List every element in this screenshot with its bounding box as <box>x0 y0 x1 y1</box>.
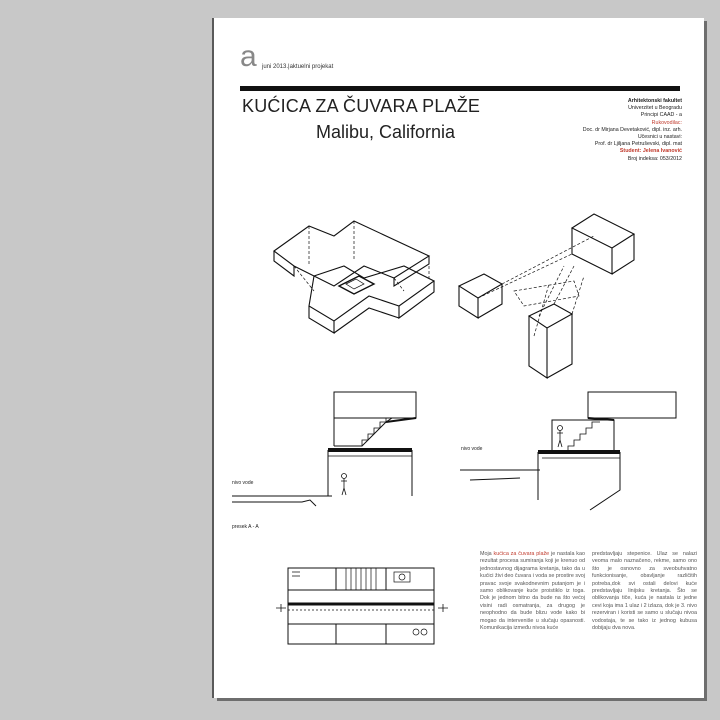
floor-plan-drawing <box>276 566 476 650</box>
credit-teachers-label: Učesnici u nastavi: <box>637 134 682 141</box>
section-drawing-left <box>232 390 442 510</box>
credits-block <box>583 98 682 163</box>
page-subtitle: Malibu, California <box>316 122 456 142</box>
axonometric-drawing-right <box>454 206 644 381</box>
header-letter: a <box>240 40 257 73</box>
credit-student: Student: Jelena Ivanović <box>619 148 682 155</box>
body-text-column-2: predstavljaju stepenice. Ulaz se nalazi veoma malo naznačeno, rekme, samo ono što je osnovno za sveobuhvatno funkcionisanje, obavljanje različitih potreba,dok svi ostali delovi kuće predstavljaju linijsku kretanja. Što se oblikovanja tiče, kuća je nastala iz jedne cevi koja ima 1 ulaz i 2 izlaza, dok je 3. nivo rezerviran i koristi se samo u slučaju nivoa vodostaja, te se tako iz jednog kubusa dobijaju dva nova. <box>592 551 697 632</box>
issue-label: juni 2013.|aktuelni projekat <box>262 64 334 70</box>
document-page <box>214 18 704 698</box>
axonometric-drawing-left <box>264 206 444 336</box>
body-text-column-1 <box>480 551 585 632</box>
credit-university: Univerzitet u Beogradu <box>628 105 682 112</box>
water-level-label-right: nivo vode <box>461 446 483 452</box>
credit-teacher: Prof. dr Ljiljana Petruševski, dipl. mat <box>594 141 682 148</box>
page-title: KUĆICA ZA ČUVARA PLAŽE <box>242 96 481 116</box>
section-drawing-right <box>460 390 680 510</box>
section-label: presek A - A <box>232 524 259 530</box>
credit-index: Broj indeksa: 053/2012 <box>627 155 682 162</box>
header-rule <box>240 86 680 91</box>
credit-course: Principi CAAD - a <box>640 112 682 119</box>
body-text-highlight: kućica za čuvara plaže <box>493 551 550 557</box>
credit-supervisor-label: Rukovodilac: <box>651 119 682 126</box>
body-text-1a: Moja <box>480 551 494 557</box>
water-level-label-left: nivo vode <box>232 480 254 486</box>
body-text-1b: je nastala kao rezultat procesa sumiranja koji je krenuo od jednostavnog dijagrama kretanja, tako da u kućici živi deo čuvara i voda se prostire svoj pravac svoje svakodnevnim putanjom je i samo oblikovanje kuće proistiklo iz toga. Dok je jednom bitno da bude na što većoj visini radi osmatranja, za drugog je neophodno da bude blizu vode kako bi mogao da interveniše u slučaju opasnosti. Komunikacija između nivoa kuće <box>480 551 585 632</box>
credit-faculty: Arhitektonski fakultet <box>627 98 682 104</box>
credit-supervisor: Doc. dr Mirjana Devetaković, dipl. inz. arh. <box>582 126 682 133</box>
